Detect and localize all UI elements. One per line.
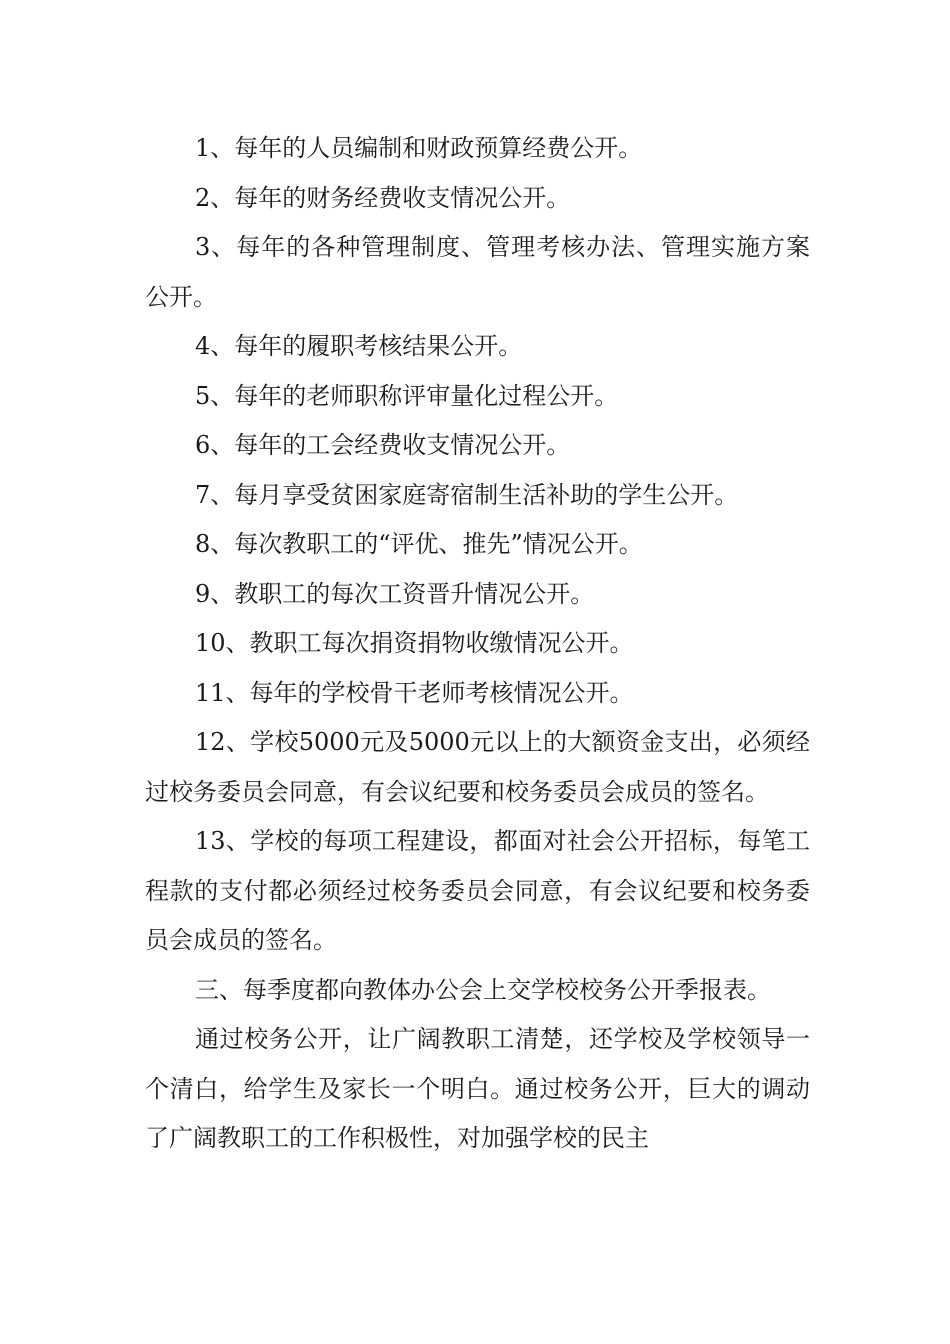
document-body bbox=[145, 124, 810, 1164]
section-three-paragraph: 三、每季度都向教体办公会上交学校校务公开季报表。 bbox=[195, 975, 771, 1004]
paragraph-item-2: 2、每年的财务经费收支情况公开。 bbox=[195, 183, 571, 212]
conclusion-paragraph: 通过校务公开，让广阔教职工清楚，还学校及学校领导一个清白，给学生及家长一个明白。通过校务公开，巨大的调动了广阔教职工的工作积极性，对加强学校的民主 bbox=[145, 1025, 810, 1152]
paragraph-item-3: 3、每年的各种管理制度、管理考核办法、管理实施方案公开。 bbox=[145, 233, 810, 311]
paragraph-item-7: 7、每月享受贫困家庭寄宿制生活补助的学生公开。 bbox=[195, 480, 739, 509]
paragraph-item-8: 8、每次教职工的“评优、推先”情况公开。 bbox=[195, 530, 643, 558]
paragraph-item-13: 13、学校的每项工程建设，都面对社会公开招标，每笔工程款的支付都必须经过校务委员会同意，有会议纪要和校务委员会成员的签名。 bbox=[145, 827, 810, 954]
paragraph-item-5: 5、每年的老师职称评审量化过程公开。 bbox=[195, 381, 619, 410]
paragraph-item-9: 9、教职工的每次工资晋升情况公开。 bbox=[195, 579, 595, 608]
paragraph-item-6: 6、每年的工会经费收支情况公开。 bbox=[195, 431, 571, 459]
paragraph-item-10: 10、教职工每次捐资捐物收缴情况公开。 bbox=[195, 629, 634, 657]
paragraph-item-12: 12、学校5000元及5000元以上的大额资金支出，必须经过校务委员会同意，有会议纪要和校务委员会成员的签名。 bbox=[145, 728, 810, 806]
paragraph-item-1: 1、每年的人员编制和财政预算经费公开。 bbox=[195, 134, 643, 162]
paragraph-item-4: 4、每年的履职考核结果公开。 bbox=[195, 332, 523, 360]
paragraph-item-11: 11、每年的学校骨干老师考核情况公开。 bbox=[195, 678, 634, 707]
